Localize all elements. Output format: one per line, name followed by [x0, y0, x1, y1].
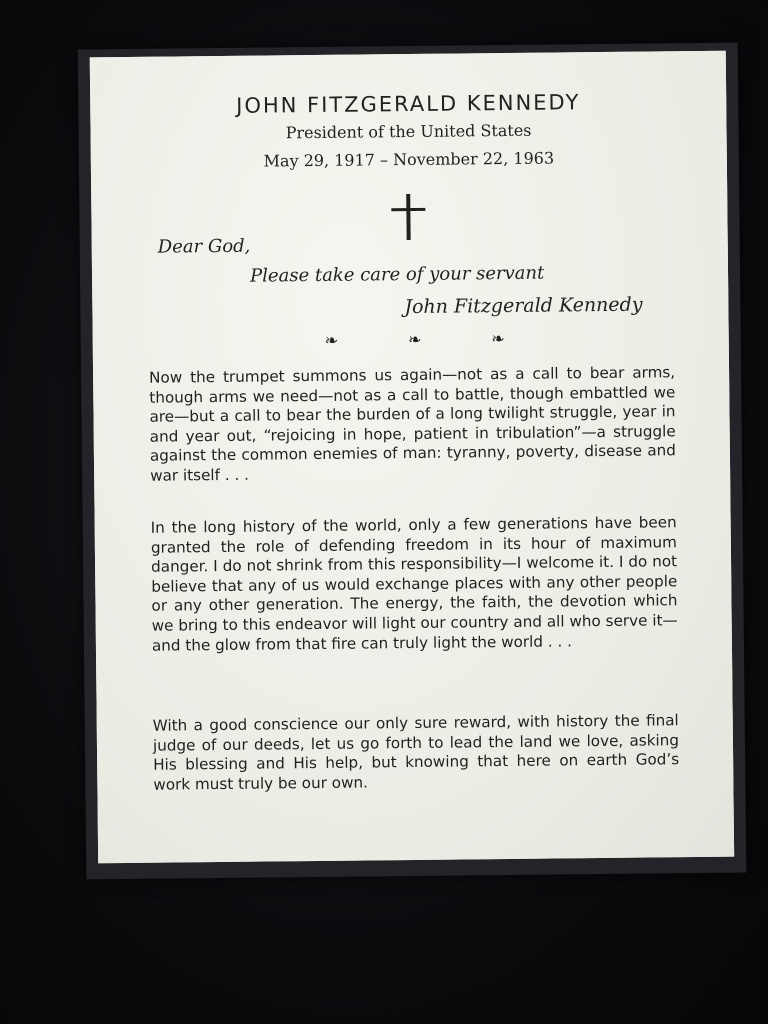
cross-icon	[389, 194, 430, 242]
memorial-card-frame	[78, 43, 747, 880]
fleuron-icon: ❧	[407, 329, 422, 350]
memorial-card	[90, 51, 734, 864]
quote-paragraph-2: In the long history of the world, only a few generations have been granted the role of defending freedom in its hour of maximum danger. I do not shrink from this responsibility—I welcome it. I do not believe that any of us would exchange places with any other people or any other generation. The energy, the faith, the devotion which we bring to this endeavor will light our country and all who serve it—and the glow from that fire can truly light the world . . .	[150, 513, 678, 655]
fleuron-icon: ❧	[491, 329, 505, 349]
life-dates: May 29, 1917 – November 22, 1963	[263, 148, 555, 171]
honoree-title: President of the United States	[285, 120, 532, 143]
honoree-name: JOHN FITZGERALD KENNEDY	[236, 90, 581, 118]
quote-paragraph-1: Now the trumpet summons us again—not as a call to bear arms, though arms we need—not as a call to battle, though embattled we are—but a call to bear the burden of a long twilight struggle, year in and year out, “rejoicing in hope, patient in tribulation”—a struggle against the common enemies of man: tyranny, poverty, disease and war itself . . .	[149, 363, 676, 485]
card-header	[90, 87, 727, 178]
prayer-signature: John Fitzgerald Kennedy	[404, 293, 643, 319]
fleuron-icon: ❧	[324, 330, 339, 350]
prayer-salutation: Dear God,	[157, 235, 251, 258]
quote-paragraph-3: With a good conscience our only sure reward, with history the final judge of our deeds, let us go forth to lead the land we love, asking His blessing and His help, but knowing that here on earth God’s work must truly be our own.	[152, 711, 680, 794]
ornament-divider	[325, 329, 505, 350]
prayer-line: Please take care of your servant	[249, 262, 545, 287]
